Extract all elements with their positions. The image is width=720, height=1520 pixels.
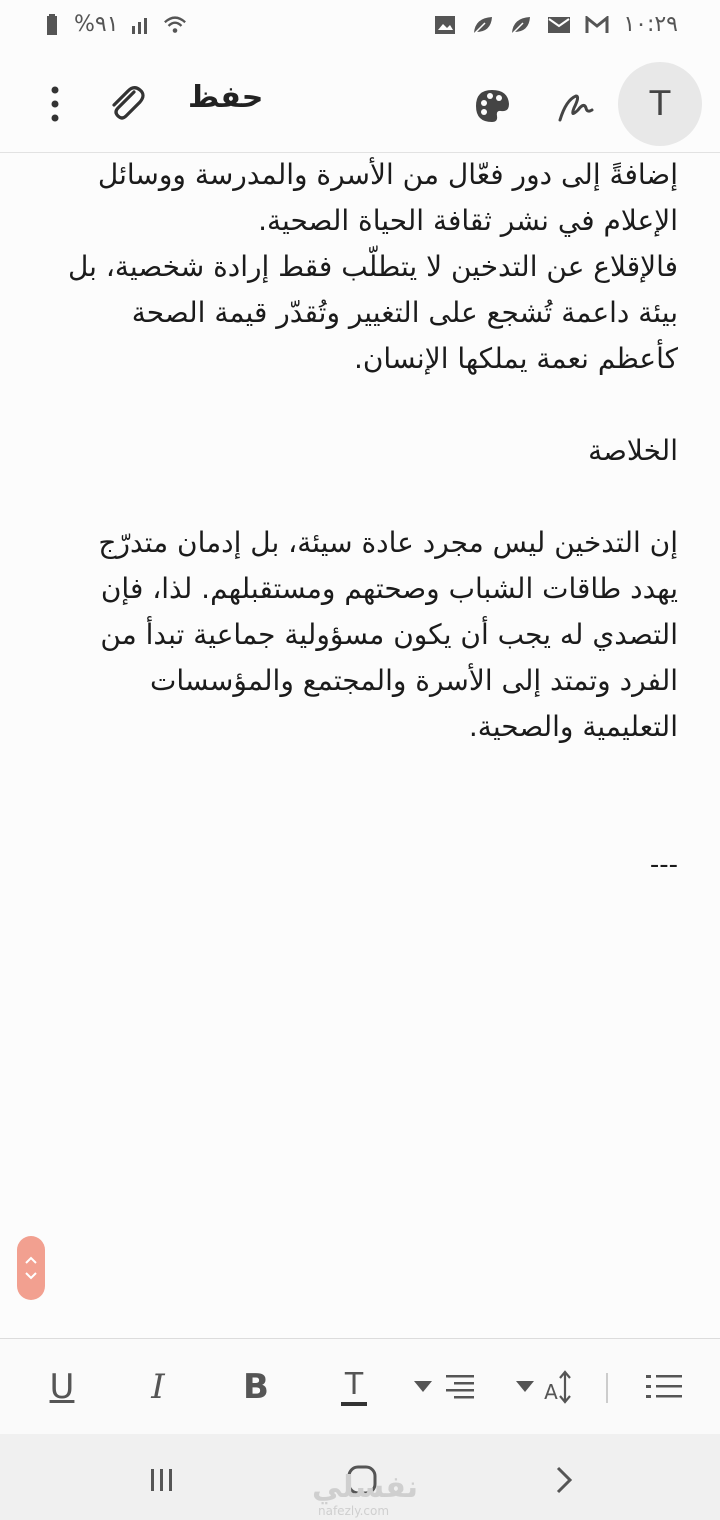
leaf-icon [509, 13, 533, 37]
save-button[interactable]: حفظ [188, 80, 264, 115]
format-bar [0, 1338, 720, 1435]
status-left [40, 12, 187, 37]
text-color-swatch [341, 1402, 367, 1406]
attach-icon[interactable] [104, 82, 148, 126]
underline-icon: U [49, 1367, 75, 1407]
pen-icon[interactable] [556, 86, 596, 126]
font-size-icon: A [544, 1380, 558, 1404]
back-button[interactable] [544, 1460, 584, 1500]
watermark-url: nafezly.com [318, 1504, 390, 1518]
chevron-up-icon [24, 1255, 38, 1265]
divider [606, 1373, 608, 1403]
signal-icon [129, 13, 153, 37]
recent-apps-icon [147, 1466, 177, 1494]
text-icon[interactable]: T [618, 62, 702, 146]
list-button[interactable] [644, 1363, 684, 1411]
section-heading: الخلاصة [588, 434, 678, 467]
blank-line [50, 474, 678, 520]
note-paragraph: إضافةً إلى دور فعّال من الأسرة والمدرسة ووسائل [97, 158, 678, 191]
wifi-icon [163, 13, 187, 37]
font-size-dropdown[interactable] [510, 1363, 576, 1411]
text-color-button[interactable] [330, 1363, 378, 1411]
resize-arrow-icon [558, 1370, 572, 1404]
blank-line [50, 382, 678, 428]
italic-icon: I [151, 1367, 165, 1407]
note-paragraph: فالإقلاع عن التدخين لا يتطلّب فقط إرادة شخصية، بل بيئة داعمة تُشجع على التغيير وتُقدّر قيمة الصحة كأعظم نعمة يملكها الإنسان. [67, 250, 678, 375]
battery-icon [40, 13, 64, 37]
align-dropdown[interactable] [412, 1363, 478, 1411]
mail-icon [547, 13, 571, 37]
text-color-icon: T [344, 1367, 364, 1402]
status-bar [0, 0, 720, 56]
align-icon [412, 1372, 478, 1402]
battery-percent: %٩١ [74, 12, 119, 37]
note-paragraph: إن التدخين ليس مجرد عادة سيئة، بل إدمان متدرّج يهدد طاقات الشباب وصحتهم ومستقبلهم. لذا، فإن التصدي له يجب أن يكون مسؤولية جماعية تبدأ من الفرد وتمتد إلى الأسرة والمجتمع والمؤسسات التعليمية والصحية. [98, 526, 678, 743]
palette-icon[interactable] [472, 86, 512, 126]
bold-icon: B [243, 1367, 269, 1407]
note-toolbar [0, 56, 720, 153]
note-paragraph: الإعلام في نشر ثقافة الحياة الصحية. [258, 204, 678, 237]
chevron-down-icon [24, 1271, 38, 1281]
chevron-right-icon [552, 1464, 576, 1496]
image-icon [433, 13, 457, 37]
watermark-logo: نفسلي [312, 1470, 418, 1505]
note-body[interactable] [50, 152, 678, 1322]
leaf-icon [471, 13, 495, 37]
separator-text: --- [649, 850, 678, 880]
gmail-icon [585, 13, 609, 37]
recent-apps-button[interactable] [142, 1460, 182, 1500]
more-icon[interactable] [40, 84, 70, 124]
status-time: ١٠:٢٩ [623, 12, 678, 37]
list-icon [646, 1372, 682, 1402]
chevron-down-icon [514, 1372, 536, 1402]
italic-button[interactable] [136, 1363, 180, 1411]
scroll-handle[interactable] [17, 1236, 45, 1300]
underline-button[interactable] [40, 1363, 84, 1411]
bold-button[interactable] [234, 1363, 278, 1411]
blank-line [50, 750, 678, 842]
status-right [433, 12, 678, 37]
